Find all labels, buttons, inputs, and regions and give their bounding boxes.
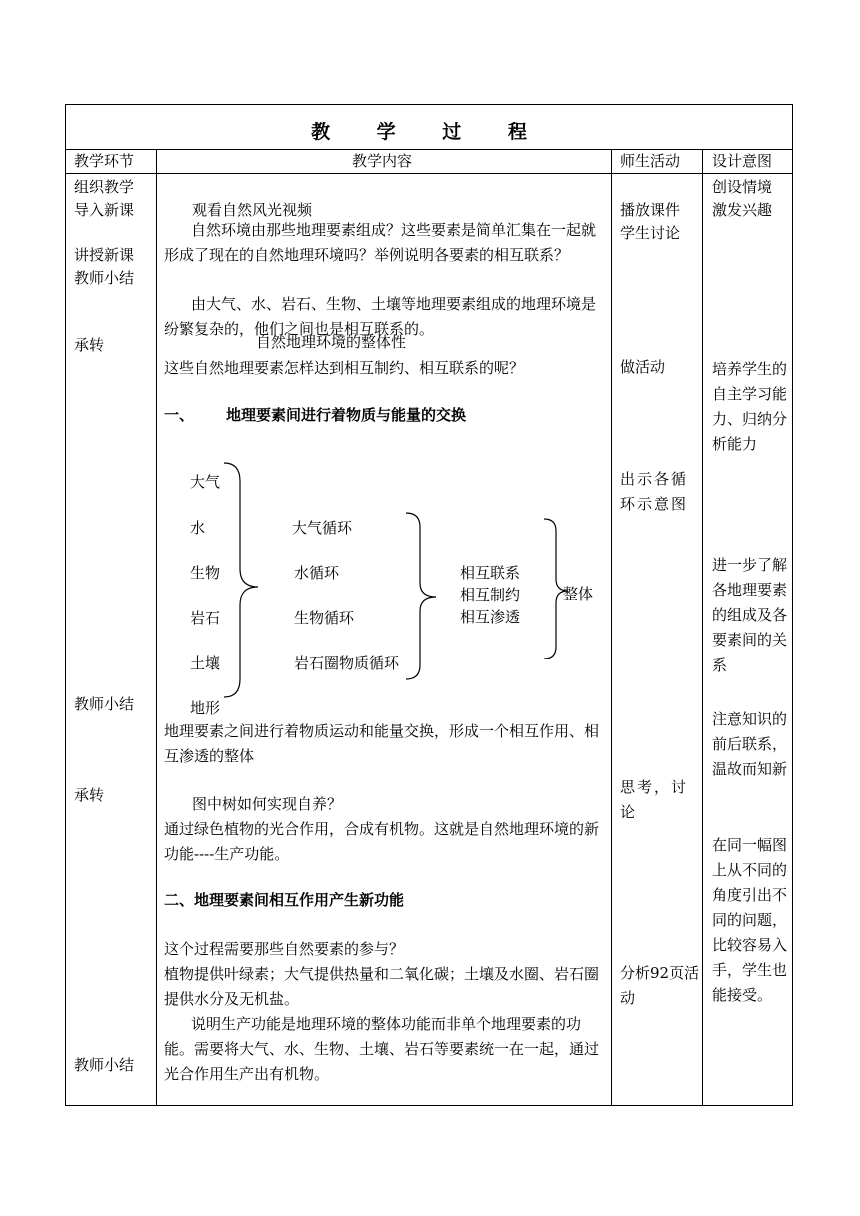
content-paragraph: 植物提供叶绿素；大气提供热量和二氧化碳；土壤及水圈、岩石圈提供水分及无机盐。 <box>164 965 600 1008</box>
title-divider <box>66 149 792 150</box>
diagram-element: 土壤 <box>190 654 221 672</box>
diagram-relation: 相互联系 <box>460 564 521 582</box>
stage-label: 教师小结 <box>74 269 135 287</box>
diagram-element: 地形 <box>190 699 221 717</box>
diagram-relation: 相互制约 <box>460 586 521 604</box>
heading-two: 二、地理要素间相互作用产生新功能 <box>164 891 405 909</box>
activity-label: 播放课件 <box>620 201 681 219</box>
stage-label: 承转 <box>74 336 105 354</box>
header-intent: 设计意图 <box>712 152 773 170</box>
teaching-process-table <box>65 104 793 1106</box>
activity-label: 思考，讨论 <box>620 778 689 821</box>
intent-label: 注意知识的前后联系，温故而知新 <box>712 710 788 778</box>
col-divider-2 <box>611 149 612 1105</box>
diagram-element: 岩石 <box>190 609 221 627</box>
diagram-element: 大气 <box>190 473 221 491</box>
activity-label: 出示各循环示意图 <box>620 470 689 513</box>
intent-label: 培养学生的自主学习能力、归纳分析能力 <box>712 360 788 453</box>
diagram-element: 生物 <box>190 564 221 582</box>
content-paragraph: 说明生产功能是地理环境的整体功能而非单个地理要素的功能。需要将大气、水、生物、土壤、岩石等要素统一在一起，通过光合作用生产出有机物。 <box>164 1015 600 1083</box>
stage-label: 讲授新课 <box>74 246 135 264</box>
intent-label: 进一步了解各地理要素的组成及各要素间的关系 <box>712 556 788 674</box>
header-stage: 教学环节 <box>74 152 135 170</box>
heading-one-number: 一、 <box>164 406 195 424</box>
content-paragraph: 这个过程需要那些自然要素的参与？ <box>164 940 405 958</box>
content-paragraph: 这些自然地理要素怎样达到相互制约、相互联系的呢？ <box>164 359 525 377</box>
diagram-relation: 相互渗透 <box>460 608 521 626</box>
content-paragraph: 自然环境由那些地理要素组成？这些要素是简单汇集在一起就形成了现在的自然地理环境吗？举例说明各要素的相互联系？ <box>164 221 597 264</box>
elements-brace <box>216 461 276 701</box>
activity-label: 做活动 <box>620 358 666 376</box>
intent-label: 激发兴趣 <box>712 201 773 219</box>
content-paragraph: 通过绿色植物的光合作用，合成有机物。这就是自然地理环境的新功能----生产功能。 <box>164 820 600 863</box>
activity-label: 学生讨论 <box>620 224 681 242</box>
header-content: 教学内容 <box>352 152 413 170</box>
section-subtitle: 自然地理环境的整体性 <box>256 333 407 351</box>
table-title: 教 学 过 程 <box>311 121 547 143</box>
stage-label: 教师小结 <box>74 695 135 713</box>
content-paragraph: 观看自然风光视频 <box>192 201 313 219</box>
cycles-brace <box>400 511 450 683</box>
stage-label: 组织教学 <box>74 178 135 196</box>
activity-label: 分析92页活动 <box>620 964 700 1007</box>
diagram-element: 水 <box>190 519 206 537</box>
content-paragraph: 由大气、水、岩石、生物、土壤等地理要素组成的地理环境是纷繁复杂的，他们之间也是相互联系的。 <box>164 295 597 338</box>
diagram-cycle: 大气循环 <box>292 519 353 537</box>
col-divider-3 <box>702 149 703 1105</box>
content-paragraph: 图中树如何实现自养？ <box>192 795 343 813</box>
heading-one: 地理要素间进行着物质与能量的交换 <box>226 406 467 424</box>
diagram-cycle: 岩石圈物质循环 <box>294 654 400 672</box>
intent-label: 创设情境 <box>712 178 773 196</box>
stage-label: 导入新课 <box>74 201 135 219</box>
diagram-cycle: 生物循环 <box>294 609 355 627</box>
col-divider-1 <box>156 149 157 1105</box>
header-activity: 师生活动 <box>620 152 681 170</box>
header-divider <box>66 173 792 174</box>
diagram-cycle: 水循环 <box>294 564 340 582</box>
stage-label: 承转 <box>74 786 105 804</box>
intent-label: 在同一幅图上从不同的角度引出不同的问题，比较容易入手，学生也能接受。 <box>712 836 788 1004</box>
content-paragraph: 地理要素之间进行着物质运动和能量交换，形成一个相互作用、相互渗透的整体 <box>164 722 600 765</box>
stage-label: 教师小结 <box>74 1056 135 1074</box>
diagram-result: 整体 <box>563 585 594 603</box>
